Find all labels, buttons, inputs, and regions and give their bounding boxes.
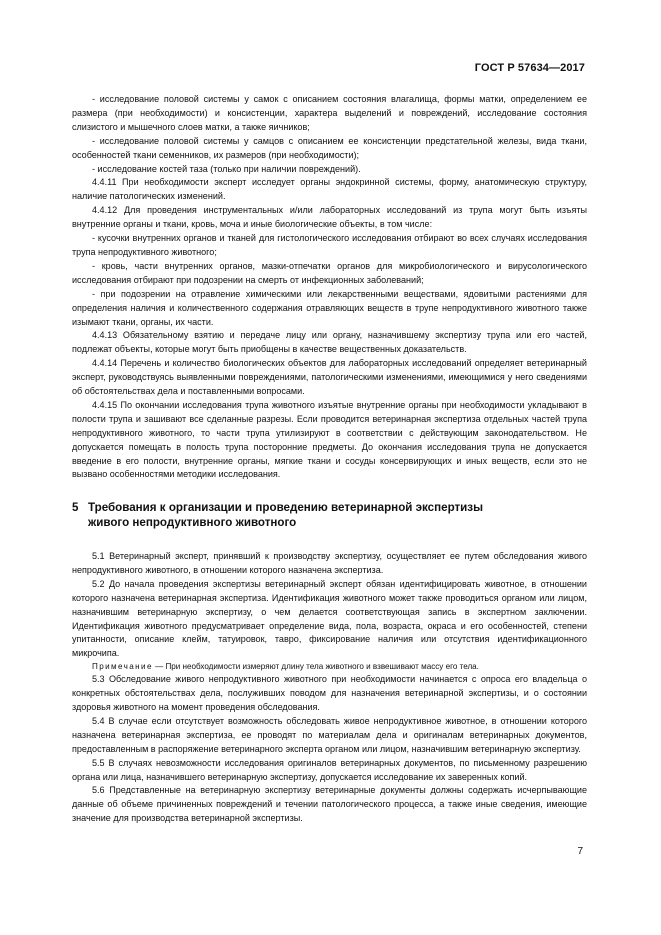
paragraph: 5.6 Представленные на ветеринарную экспертизу ветеринарные документы должны содержать исчерпывающие данные об объеме причиненных повреждений и течении патологического процесса, а также иные сведения, имеющие значение для производства ветеринарной экспертизы.	[72, 785, 587, 824]
document-body	[72, 93, 587, 826]
note-text: — При необходимости измеряют длину тела животного и взвешивают массу его тела.	[152, 662, 479, 672]
section-title-line1: Требования к организации и проведению ветеринарной экспертизы	[88, 501, 483, 515]
paragraph: - исследование половой системы у самцов с описанием ее консистенции предстательной железы, вида ткани, особенностей ткани семенников, их размеров (при необходимости);	[72, 135, 587, 160]
paragraph: 5.2 До начала проведения экспертизы ветеринарный эксперт обязан идентифицировать животное, в отношении которого назначена ветеринарная экспертиза. Идентификация животного может также проводиться органом или лицом, назначившим ветеринарную экспертизу, о чем делается соответствующая запись в экспертном заключении. Идентификация животного предусматривает определение вида, пола, возраста, окраса и его особенностей, степени упитанности, описание клейм, татуировок, тавро, фиксирование наличия или отсутствия идентификационного микрочипа.	[72, 578, 587, 659]
paragraph: 4.4.15 По окончании исследования трупа животного изъятые внутренние органы при необходимости укладывают в полости трупа и зашивают все сделанные разрезы. Если проводится ветеринарная экспертиза отдельных частей трупа непродуктивного животного, то части трупа утилизируют в соответствии с действующим законодательством. Не допускается помещать в полость трупа посторонние предметы. До окончания исследования трупа не допускается введение в его полости, внутренние органы, мягкие ткани и сосуды консервирующих и иных веществ, если это не вызвано особенностями методики исследования.	[72, 399, 587, 480]
paragraph: 5.4 В случае если отсутствует возможность обследовать живое непродуктивное животное, в отношении которого назначена ветеринарная экспертиза, ее проводят по материалам дела и оригиналам ветеринарных документов, предоставленным в распоряжение ветеринарного эксперта органом или лицом, назначившим ветеринарную экспертизу.	[72, 715, 587, 754]
paragraph: - исследование костей таза (только при наличии повреждений).	[92, 163, 361, 174]
paragraph: - исследование половой системы у самок с описанием состояния влагалища, формы матки, определением ее размера (при необходимости) и консистенции, характера выделений и повреждений, исследование состояния слизистого и мышечного слоев матки, а также яичников;	[72, 94, 587, 132]
paragraph: 4.4.14 Перечень и количество биологических объектов для лабораторных исследований определяет ветеринарный эксперт, руководствуясь выявленными повреждениями, патологическими изменениями, имеющимися у него сведениями об обстоятельствах дела и поставленными вопросами.	[72, 358, 587, 397]
page-number: 7	[577, 846, 583, 857]
note-label: Примечание	[92, 662, 153, 672]
paragraph: - кровь, части внутренних органов, мазки-отпечатки органов для микробиологического и вирусологического исследования отбирают при подозрении на смерть от инфекционных заболеваний;	[72, 260, 587, 285]
paragraph: 4.4.12 Для проведения инструментальных и/или лабораторных исследований из трупа могут быть изъяты внутренние органы и ткани, кровь, моча и иные биологические объекты, в том числе:	[72, 205, 587, 230]
document-standard-number: ГОСТ Р 57634—2017	[474, 62, 585, 74]
section-heading	[72, 501, 587, 531]
section-number: 5	[72, 501, 79, 515]
paragraph: - кусочки внутренних органов и тканей для гистологического исследования отбирают во всех случаях исследования трупа непродуктивного животного;	[72, 233, 587, 257]
paragraph: 5.1 Ветеринарный эксперт, принявший к производству экспертизу, осуществляет ее путем обследования живого непродуктивного животного, в отношении которого назначена экспертиза.	[72, 550, 587, 575]
paragraph: 5.5 В случаях невозможности исследования оригиналов ветеринарных документов, по письменному разрешению органа или лица, назначившего ветеринарную экспертизу, допускается исследование их заверенных копий.	[72, 757, 587, 782]
paragraph: - при подозрении на отравление химическими или лекарственными веществами, ядовитыми растениями для определения наличия и количественного содержания отравляющих веществ в трупе непродуктивного животного также изымают ткани, органы, их части.	[72, 288, 587, 327]
paragraph: 5.3 Обследование живого непродуктивного животного при необходимости начинается с опроса его владельца о конкретных обстоятельствах дела, послуживших поводом для назначения ветеринарной экспертизы, и о состоянии здоровья животного на момент проведения обследования.	[72, 674, 587, 713]
paragraph: 4.4.13 Обязательному взятию и передаче лицу или органу, назначившему экспертизу трупа или его частей, подлежат объекты, которые могут быть приобщены в качестве вещественных доказательств.	[72, 330, 587, 355]
paragraph: 4.4.11 При необходимости эксперт исследует органы эндокринной системы, форму, анатомическую структуру, наличие патологических изменений.	[72, 177, 587, 202]
note	[72, 661, 587, 673]
section-title-line2: живого непродуктивного животного	[88, 516, 297, 530]
